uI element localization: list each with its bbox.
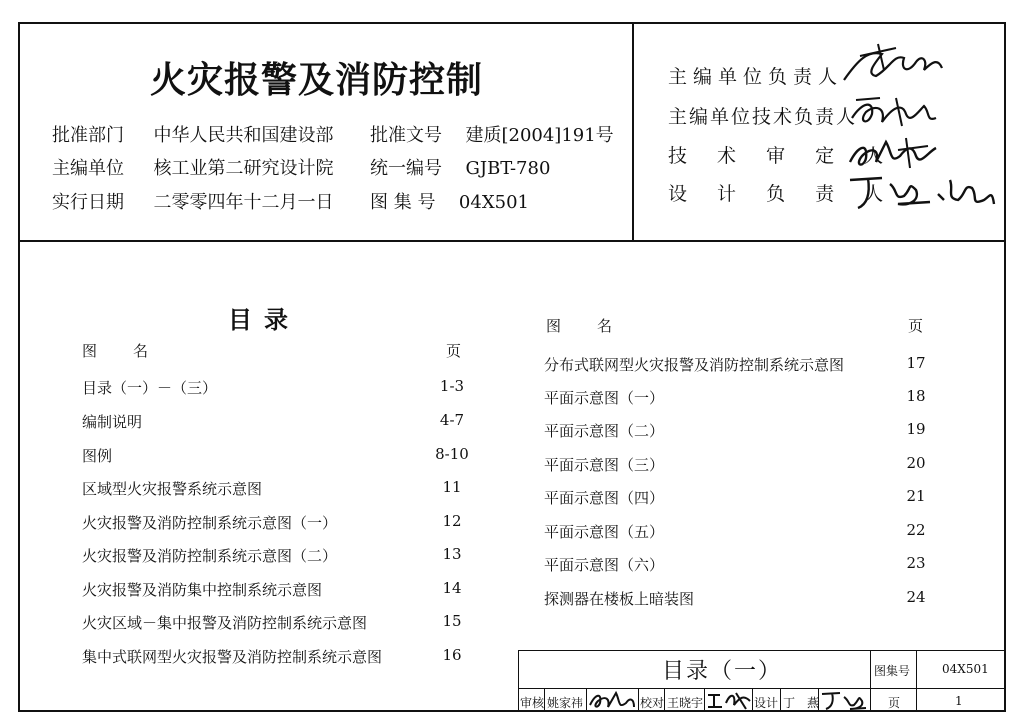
tech-reviewer-label: 技 术 审 定 人 xyxy=(668,145,896,167)
signature-checker xyxy=(706,689,752,711)
toc-left-col-page: 页 xyxy=(446,342,462,360)
editor-unit-label: 主编单位 xyxy=(52,158,124,179)
signature-designer xyxy=(820,689,868,711)
tb-vline xyxy=(780,688,781,712)
approval-dept-label: 批准部门 xyxy=(52,125,124,146)
chief-editor-label: 主编单位负责人 xyxy=(668,66,844,88)
atlas-title: 火灾报警及消防控制 xyxy=(150,59,484,101)
design-label: 设计 xyxy=(754,696,779,710)
header-row xyxy=(370,188,529,214)
tb-vline xyxy=(638,688,639,712)
toc-item-name: 平面示意图（四） xyxy=(544,489,665,507)
header-divider xyxy=(18,240,1006,242)
header-row xyxy=(52,121,333,147)
toc-item-page: 16 xyxy=(442,646,462,664)
signature-tech-lead xyxy=(846,92,942,134)
sheet-title: 目录（一） xyxy=(662,659,783,684)
toc-item-page: 15 xyxy=(442,612,462,630)
toc-item-page: 19 xyxy=(906,420,926,438)
approval-doc-label: 批准文号 xyxy=(370,125,442,146)
toc-item-name: 火灾报警及消防控制系统示意图（一） xyxy=(82,514,338,532)
toc-item-page: 12 xyxy=(442,512,462,530)
tb-vline xyxy=(916,650,917,712)
tb-vline xyxy=(664,688,665,712)
toc-item-name: 区域型火灾报警系统示意图 xyxy=(82,480,263,498)
signature-tech-reviewer xyxy=(846,132,942,174)
toc-item-page: 17 xyxy=(906,354,926,372)
tb-vline xyxy=(752,688,753,712)
tb-vline xyxy=(544,688,545,712)
header-column-divider xyxy=(632,22,634,241)
header-row xyxy=(52,188,333,214)
approval-dept-value: 中华人民共和国建设部 xyxy=(153,125,334,146)
unified-no-value: GJBT-780 xyxy=(465,158,551,179)
toc-item-name: 分布式联网型火灾报警及消防控制系统示意图 xyxy=(544,356,845,374)
tb-vline xyxy=(586,688,587,712)
toc-title: 目录 xyxy=(228,305,300,334)
toc-item-page: 14 xyxy=(442,579,462,597)
editor-unit-value: 核工业第二研究设计院 xyxy=(153,158,334,179)
checker-name: 王晓宇 xyxy=(667,696,704,710)
designer-name: 丁 燕 xyxy=(783,696,820,710)
toc-item-page: 24 xyxy=(906,588,926,606)
toc-item-page: 13 xyxy=(442,545,462,563)
tb-vline xyxy=(704,688,705,712)
atlas-no-label: 图 集 号 xyxy=(370,192,436,213)
toc-item-name: 火灾报警及消防控制系统示意图（二） xyxy=(82,547,338,565)
atlas-no-tb: 04X501 xyxy=(942,662,989,676)
toc-item-page: 21 xyxy=(906,487,926,505)
effective-date-value: 二零零四年十二月一日 xyxy=(153,192,334,213)
effective-date-label: 实行日期 xyxy=(52,192,124,213)
design-lead-label: 设 计 负 责 人 xyxy=(668,183,896,205)
toc-item-name: 平面示意图（六） xyxy=(544,556,665,574)
toc-item-page: 18 xyxy=(906,387,926,405)
toc-item-page: 23 xyxy=(906,554,926,572)
signature-reviewer xyxy=(588,689,636,711)
header-row xyxy=(370,154,550,180)
signature-design-lead xyxy=(846,170,996,214)
toc-item-page: 8-10 xyxy=(435,445,469,463)
toc-item-page: 22 xyxy=(906,521,926,539)
atlas-no-label-tb: 图集号 xyxy=(874,664,911,678)
atlas-no-value: 04X501 xyxy=(458,192,529,213)
toc-item-page: 20 xyxy=(906,454,926,472)
unified-no-label: 统一编号 xyxy=(370,158,442,179)
toc-item-name: 图例 xyxy=(82,447,113,465)
tb-vline xyxy=(870,650,871,712)
toc-item-name: 探测器在楼板上暗装图 xyxy=(544,590,695,608)
toc-item-name: 平面示意图（二） xyxy=(544,422,665,440)
signature-chief-editor xyxy=(838,40,948,88)
page-no: 1 xyxy=(955,694,963,708)
review-label: 审核 xyxy=(520,696,545,710)
toc-item-name: 平面示意图（三） xyxy=(544,456,665,474)
header-row xyxy=(370,121,614,147)
toc-left-col-name: 图 名 xyxy=(82,342,151,360)
toc-item-name: 火灾区域－集中报警及消防控制系统示意图 xyxy=(82,614,368,632)
header-row xyxy=(52,154,333,180)
toc-item-page: 4-7 xyxy=(439,411,465,429)
toc-item-name: 平面示意图（一） xyxy=(544,389,665,407)
tech-lead-label: 主编单位技术负责人 xyxy=(668,106,858,128)
toc-right-col-name: 图 名 xyxy=(546,317,615,335)
toc-item-name: 火灾报警及消防集中控制系统示意图 xyxy=(82,581,323,599)
toc-item-page: 11 xyxy=(442,478,462,496)
toc-item-name: 集中式联网型火灾报警及消防控制系统示意图 xyxy=(82,648,383,666)
reviewer-name: 姚家祎 xyxy=(547,696,584,710)
toc-item-name: 目录（一）－（三） xyxy=(82,379,218,397)
check-label: 校对 xyxy=(640,696,665,710)
toc-item-name: 平面示意图（五） xyxy=(544,523,665,541)
toc-item-page: 1-3 xyxy=(439,377,465,395)
approval-doc-value: 建质[2004]191号 xyxy=(465,125,614,146)
toc-item-name: 编制说明 xyxy=(82,413,143,431)
toc-right-col-page: 页 xyxy=(908,317,924,335)
page-label: 页 xyxy=(888,696,901,710)
